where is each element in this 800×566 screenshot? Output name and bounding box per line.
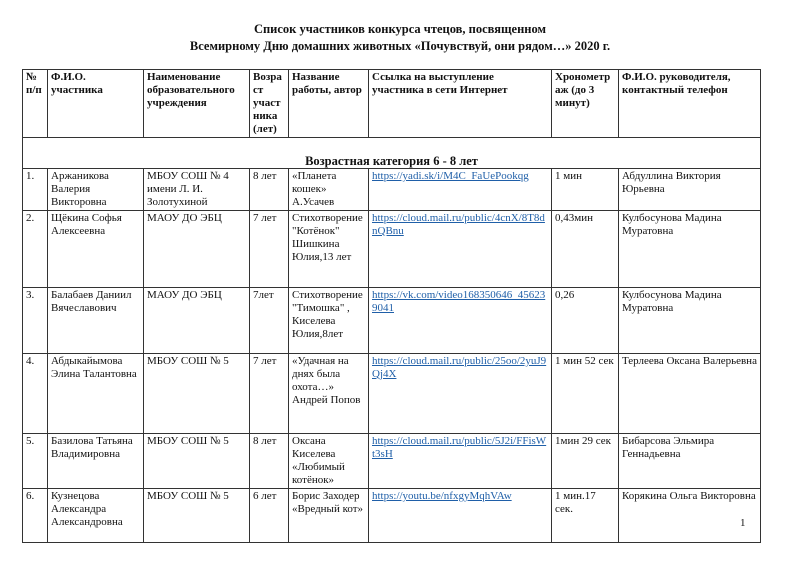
cell-num: 2. — [23, 211, 48, 288]
cell-school: МБОУ СОШ № 5 — [144, 434, 250, 489]
cell-time: 0,26 — [552, 288, 619, 354]
cell-school: МБОУ СОШ № 5 — [144, 489, 250, 543]
cell-num: 6. — [23, 489, 48, 543]
table-row — [23, 211, 761, 288]
cell-num: 5. — [23, 434, 48, 489]
cell-school: МБОУ СОШ № 5 — [144, 354, 250, 434]
cell-link — [369, 169, 552, 211]
header-num: № п/п — [23, 70, 48, 138]
cell-time: 1 мин 52 сек — [552, 354, 619, 434]
video-link[interactable]: https://cloud.mail.ru/public/4cnX/8T8dnQBnu — [372, 212, 545, 237]
age-category: Возрастная категория 6 - 8 лет — [23, 138, 761, 169]
cell-leader: Абдуллина Виктория Юрьевна — [619, 169, 761, 211]
header-school: Наименование образовательного учреждения — [144, 70, 250, 138]
header-link: Ссылка на выступление участника в сети Интернет — [369, 70, 552, 138]
cell-link — [369, 434, 552, 489]
cell-leader: Кулбосунова Мадина Муратовна — [619, 211, 761, 288]
cell-name: Кузнецова Александра Александровна — [48, 489, 144, 543]
cell-name: Балабаев Даниил Вячеславович — [48, 288, 144, 354]
cell-age: 6 лет — [250, 489, 289, 543]
cell-work: Борис Заходер «Вредный кот» — [289, 489, 369, 543]
cell-work: «Удачная на днях была охота…» Андрей Попов — [289, 354, 369, 434]
cell-work: Стихотворение "Тимошка" , Киселева Юлия,8лет — [289, 288, 369, 354]
cell-work: Оксана Киселева «Любимый котёнок» — [289, 434, 369, 489]
cell-age: 8 лет — [250, 169, 289, 211]
header-time: Хронометраж (до 3 минут) — [552, 70, 619, 138]
header-age: Возраст участника (лет) — [250, 70, 289, 138]
document-title: Список участников конкурса чтецов, посвященном Всемирному Дню домашних животных «Почувствуй, они рядом…» 2020 г. — [189, 22, 611, 53]
cell-leader: Кулбосунова Мадина Муратовна — [619, 288, 761, 354]
cell-time: 1мин 29 сек — [552, 434, 619, 489]
cell-work: Стихотворение "Котёнок" Шишкина Юлия,13 лет — [289, 211, 369, 288]
cell-age: 8 лет — [250, 434, 289, 489]
cell-name: Абдыкайымова Элина Талантовна — [48, 354, 144, 434]
cell-num: 1. — [23, 169, 48, 211]
header-leader: Ф.И.О. руководителя, контактный телефон — [619, 70, 761, 138]
participants-table — [22, 69, 761, 543]
cell-age: 7 лет — [250, 211, 289, 288]
table-row — [23, 288, 761, 354]
cell-leader: Терлеева Оксана Валерьевна — [619, 354, 761, 434]
cell-age: 7 лет — [250, 354, 289, 434]
page-number: 1 — [740, 517, 746, 529]
cell-num: 4. — [23, 354, 48, 434]
video-link[interactable]: https://vk.com/video168350646_456239041 — [372, 289, 546, 314]
cell-name: Базилова Татьяна Владимировна — [48, 434, 144, 489]
cell-name: Аржаникова Валерия Викторовна — [48, 169, 144, 211]
cell-time: 0,43мин — [552, 211, 619, 288]
table-row — [23, 354, 761, 434]
video-link[interactable]: https://cloud.mail.ru/public/25oo/2yuJ9Qj4X — [372, 355, 547, 380]
video-link[interactable]: https://yadi.sk/i/M4C_FaUePookqg — [372, 170, 529, 182]
cell-time: 1 мин — [552, 169, 619, 211]
header-row — [23, 70, 761, 138]
cell-link — [369, 489, 552, 543]
header-work: Название работы, автор — [289, 70, 369, 138]
video-link[interactable]: https://youtu.be/nfxgyMqhVAw — [372, 490, 512, 502]
cell-school: МБОУ СОШ № 4 имени Л. И. Золотухиной — [144, 169, 250, 211]
cell-leader: Корякина Ольга Викторовна — [619, 489, 761, 543]
cell-leader: Бибарсова Эльмира Геннадьевна — [619, 434, 761, 489]
cell-work: «Планета кошек» А.Усачев — [289, 169, 369, 211]
table-row — [23, 489, 761, 543]
cell-school: МАОУ ДО ЭБЦ — [144, 288, 250, 354]
video-link[interactable]: https://cloud.mail.ru/public/5J2i/FFisWt3sH — [372, 435, 547, 460]
cell-age: 7лет — [250, 288, 289, 354]
table-row — [23, 169, 761, 211]
cell-time: 1 мин.17 сек. — [552, 489, 619, 543]
cell-name: Щёкина Софья Алексеевна — [48, 211, 144, 288]
category-row — [23, 138, 761, 169]
header-name: Ф.И.О. участника — [48, 70, 144, 138]
table-row — [23, 434, 761, 489]
cell-link — [369, 211, 552, 288]
cell-school: МАОУ ДО ЭБЦ — [144, 211, 250, 288]
cell-link — [369, 354, 552, 434]
cell-link — [369, 288, 552, 354]
cell-num: 3. — [23, 288, 48, 354]
